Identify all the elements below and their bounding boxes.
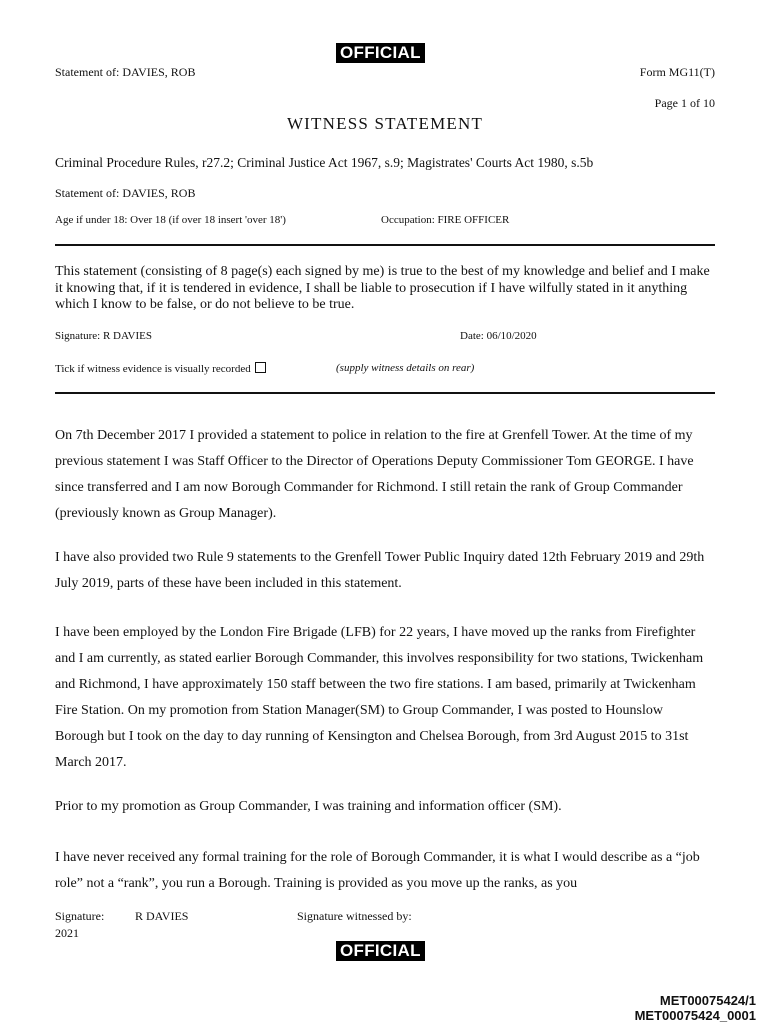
visual-record-checkbox[interactable] [255,362,266,373]
witness-statement-of: Statement of: DAVIES, ROB [55,186,196,200]
body-paragraph: I have never received any formal training for the role of Borough Commander, it is what I would describe as a “job role” not a “rank”, you run a Borough. Training is provided as you move up the ranks, as you [55,850,700,891]
footer-signature-label: Signature: [55,909,105,923]
page-reference-number: MET00075424_0001 [634,1008,756,1023]
visual-record-row [55,362,266,375]
classification-badge-top: OFFICIAL [336,43,425,63]
witness-occupation: Occupation: FIRE OFFICER [381,214,510,226]
visual-record-note: (supply witness details on rear) [336,362,475,374]
declaration-signature: Signature: R DAVIES [55,330,152,342]
body-paragraph: I have also provided two Rule 9 statements to the Grenfell Tower Public Inquiry dated 12th February 2019 and 29th July 2019, parts of these have been included in this statement. [55,550,705,591]
classification-badge-bottom: OFFICIAL [336,941,425,961]
witness-age: Age if under 18: Over 18 (if over 18 insert 'over 18') [55,214,286,226]
footer-signature-name: R DAVIES [135,909,189,923]
header-statement-of: Statement of: DAVIES, ROB [55,65,196,79]
body-paragraph: I have been employed by the London Fire Brigade (LFB) for 22 years, I have moved up the ranks from Firefighter and I am currently, as stated earlier Borough Commander, this involves responsibility for two stations, Twickenham and Richmond, I have approximately 150 staff between the two fire stations. I am based, primarily at Twickenham Fire Station. On my promotion from Station Manager(SM) to Group Commander, I was posted to Hounslow Borough but I took on the day to day running of Kensington and Chelsea Borough, from 3rd August 2015 to 31st March 2017. [55,625,704,770]
document-title: WITNESS STATEMENT [286,114,484,133]
divider-top [55,244,715,246]
legal-basis: Criminal Procedure Rules, r27.2; Criminal Justice Act 1967, s.9; Magistrates' Courts Act 1980, s.5b [55,155,594,170]
header-form-id: Form MG11(T) [639,65,715,79]
divider-bottom [55,392,715,394]
footer-witnessed-label: Signature witnessed by: [297,909,412,923]
body-paragraph: Prior to my promotion as Group Commander, I was training and information officer (SM). [55,799,562,814]
footer-year: 2021 [55,926,79,940]
document-reference-number: MET00075424/1 [659,993,756,1008]
declaration-date: Date: 06/10/2020 [460,330,537,342]
header-page-number: Page 1 of 10 [654,96,715,110]
visual-record-label: Tick if witness evidence is visually recorded [55,363,251,375]
body-paragraph: On 7th December 2017 I provided a statement to police in relation to the fire at Grenfell Tower. At the time of my previous statement I was Staff Officer to the Director of Operations Deputy Commissioner Tom GEORGE. I have since transferred and I am now Borough Commander for Richmond. I still retain the rank of Group Commander (previously known as Group Manager). [55,428,694,521]
declaration-text: This statement (consisting of 8 page(s) each signed by me) is true to the best of my knowledge and belief and I make it knowing that, if it is tendered in evidence, I shall be liable to prosecution if I have wilfully stated in it anything which I know to be false, or do not believe to be true. [55,264,710,312]
